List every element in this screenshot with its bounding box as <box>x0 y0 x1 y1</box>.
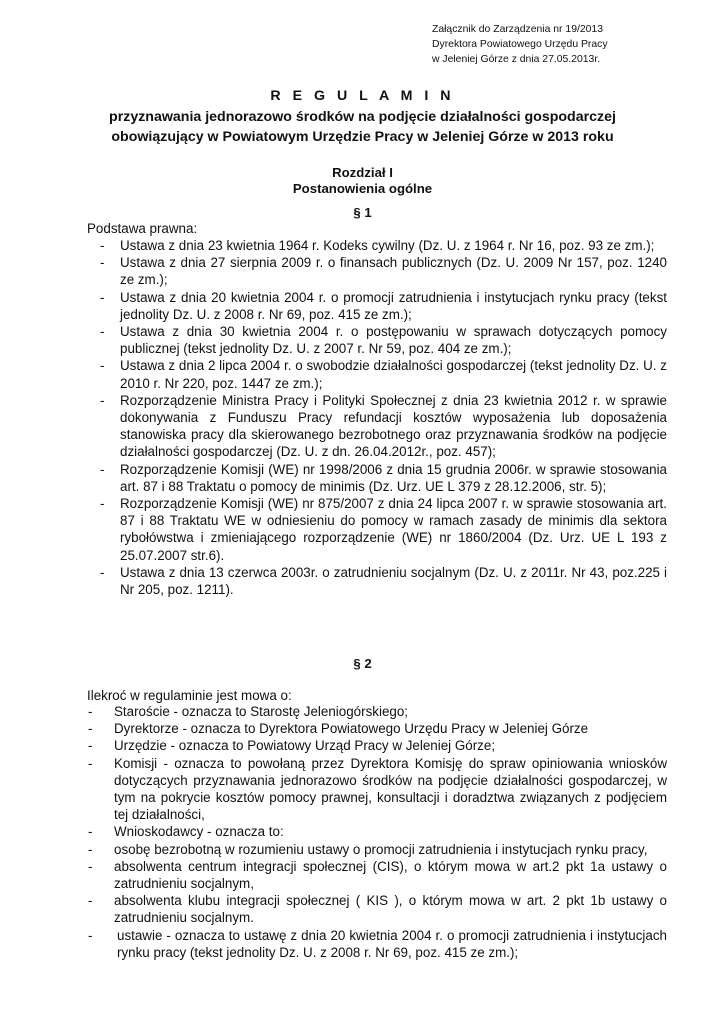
document-title: R E G U L A M I N <box>270 88 455 104</box>
legal-basis-item: - Ustawa z dnia 23 kwietnia 1964 r. Kodeks cywilny (Dz. U. z 1964 r. Nr 16, poz. 93 ze zm.); <box>100 237 667 254</box>
definition-item: - absolwenta klubu integracji społecznej ( KIS ), o którym mowa w art. 2 pkt 1b ustawy o zatrudnieniu socjalnym. <box>87 892 667 926</box>
definition-item: - osobę bezrobotną w rozumieniu ustawy o promocji zatrudnienia i instytucjach rynku pracy, <box>87 841 667 858</box>
definition-item: - Komisji - oznacza to powołaną przez Dyrektora Komisję do spraw opiniowania wniosków dotyczących przyznawania jednorazowo środków na podjęcie działalności gospodarczej, w tym na pokrycie kosztów pomocy prawnej, konsultacji i doradztwa związanych z podjęciem tej działalności, <box>87 755 667 824</box>
definition-item: - Urzędzie - oznacza to Powiatowy Urząd Pracy w Jeleniej Górze; <box>87 737 667 754</box>
definition-item: - Staroście - oznacza to Starostę Jeleniogórskiego; <box>87 703 667 720</box>
section-2-heading: § 2 <box>353 656 372 671</box>
legal-basis-item: - Rozporządzenie Komisji (WE) nr 875/2007 z dnia 24 lipca 2007 r. w sprawie stosowania art. 87 i 88 Traktatu WE w odniesieniu do pomocy w ramach zasady de minimis dla sektora rybołówstwa i zmieniającego rozporządzenie (WE) nr 1860/2004 (Dz. Urz. UE L 193 z 25.07.2007 str.6). <box>100 495 667 564</box>
legal-basis-item: - Rozporządzenie Komisji (WE) nr 1998/2006 z dnia 15 grudnia 2006r. w sprawie stosowania art. 87 i 88 Traktatu o pomocy de minimis (Dz. Urz. UE L 379 z 28.12.2006, str. 5); <box>100 461 667 495</box>
document-subtitle <box>60 107 665 147</box>
definitions-label: Ilekroć w regulaminie jest mowa o: <box>87 688 292 703</box>
legal-basis-item: - Rozporządzenie Ministra Pracy i Polityki Społecznej z dnia 23 kwietnia 2012 r. w sprawie dokonywania z Funduszu Pracy refundacji kosztów wyposażenia lub doposażenia stanowiska pracy dla skierowanego bezrobotnego oraz przyznawania środków na podjęcie działalności gospodarczej (Dz. U. z dn. 26.04.2012r., poz. 457); <box>100 392 667 461</box>
subtitle-line-1: przyznawania jednorazowo środków na podjęcie działalności gospodarczej <box>109 109 616 125</box>
annex-line-2: Dyrektora Powiatowego Urzędu Pracy <box>432 39 608 50</box>
legal-basis-item: - Ustawa z dnia 27 sierpnia 2009 r. o finansach publicznych (Dz. U. 2009 Nr 157, poz. 1240 ze zm.); <box>100 254 667 288</box>
definition-item: - Wnioskodawcy - oznacza to: <box>87 823 667 840</box>
definitions-list <box>87 703 667 961</box>
legal-basis-item: - Ustawa z dnia 30 kwietnia 2004 r. o postępowaniu w sprawach dotyczących pomocy publicznej (tekst jednolity Dz. U. z 2007 r. Nr 59, poz. 404 ze zm.); <box>100 323 667 357</box>
legal-basis-item: - Ustawa z dnia 13 czerwca 2003r. o zatrudnieniu socjalnym (Dz. U. z 2011r. Nr 43, poz.225 i Nr 205, poz. 1211). <box>100 564 667 598</box>
legal-basis-item: - Ustawa z dnia 20 kwietnia 2004 r. o promocji zatrudnienia i instytucjach rynku pracy (tekst jednolity Dz. U. z 2008 r. Nr 69, poz. 415 ze zm.); <box>100 289 667 323</box>
legal-basis-label: Podstawa prawna: <box>87 221 198 236</box>
legal-basis-item: - Ustawa z dnia 2 lipca 2004 r. o swobodzie działalności gospodarczej (tekst jednolity Dz. U. z 2010 r. Nr 220, poz. 1447 ze zm.); <box>100 357 667 391</box>
annex-line-3: w Jeleniej Górze z dnia 27.05.2013r. <box>432 54 601 65</box>
section-1-heading: § 1 <box>353 205 372 220</box>
legal-basis-list <box>100 237 667 598</box>
chapter-number: Rozdział I <box>332 165 393 180</box>
annex-line-1: Załącznik do Zarządzenia nr 19/2013 <box>432 24 603 35</box>
annex-note <box>432 22 608 67</box>
chapter-name: Postanowienia ogólne <box>292 181 433 196</box>
definition-item: - Dyrektorze - oznacza to Dyrektora Powiatowego Urzędu Pracy w Jeleniej Górze <box>87 720 667 737</box>
definition-item: - absolwenta centrum integracji społecznej (CIS), o którym mowa w art.2 pkt 1a ustawy o zatrudnieniu socjalnym, <box>87 858 667 892</box>
definition-item: - ustawie - oznacza to ustawę z dnia 20 kwietnia 2004 r. o promocji zatrudnienia i instytucjach rynku pracy (tekst jednolity Dz. U. z 2008 r. Nr 69, poz. 415 ze zm.); <box>87 927 667 961</box>
subtitle-line-2: obowiązujący w Powiatowym Urzędzie Pracy w Jeleniej Górze w 2013 roku <box>111 129 614 145</box>
